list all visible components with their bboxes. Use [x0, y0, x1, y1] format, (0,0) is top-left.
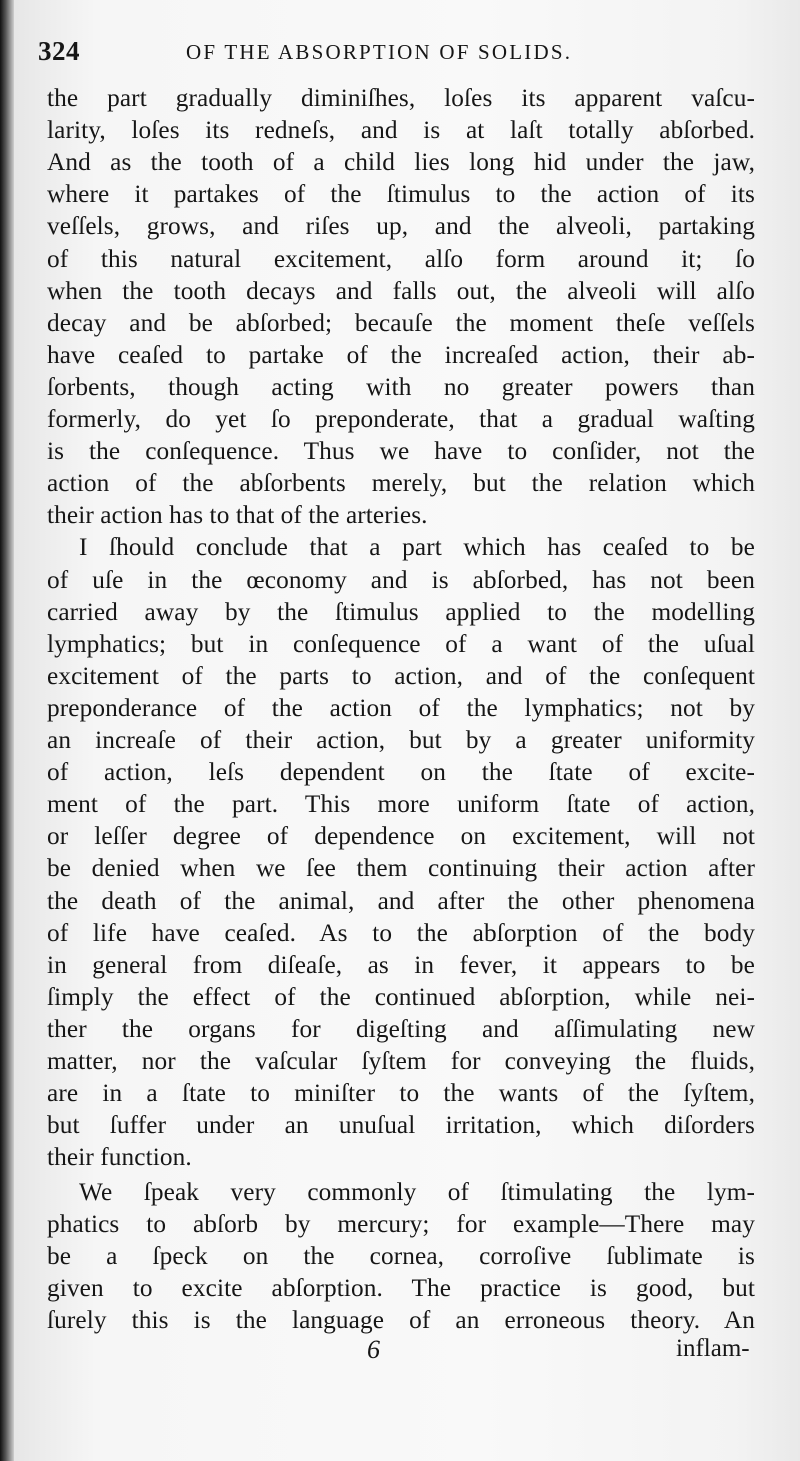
text-line: is the conſequence. Thus we have to conſider, not the — [47, 437, 755, 466]
paragraph-end-line: their action has to that of the arteries. — [47, 501, 428, 530]
signature-mark: 6 — [367, 1335, 380, 1364]
text-line: excitement of the parts to action, and of the conſequent — [47, 661, 755, 690]
text-line: have ceaſed to partake of the increaſed action, their ab- — [47, 340, 755, 369]
text-line: when the tooth decays and falls out, the alveoli will alſo — [47, 276, 755, 305]
text-line: of life have ceaſed. As to the abſorption of the body — [47, 918, 755, 947]
text-line: phatics to abſorb by mercury; for example—There may — [47, 1210, 755, 1239]
text-line: ſimply the effect of the continued abſorption, while nei- — [47, 982, 755, 1011]
text-line: lymphatics; but in conſequence of a want of the uſual — [47, 629, 755, 658]
text-line: ſorbents, though acting with no greater powers than — [47, 372, 755, 401]
paragraph-end-line: their function. — [47, 1143, 192, 1172]
text-line: of action, leſs dependent on the ſtate of excite- — [47, 758, 755, 787]
text-line: preponderance of the action of the lymphatics; not by — [47, 693, 755, 722]
page-header — [38, 34, 758, 70]
text-line: but ſuffer under an unuſual irritation, which diſorders — [47, 1111, 755, 1140]
text-line: are in a ſtate to miniſter to the wants of the ſyſtem, — [47, 1079, 755, 1108]
text-line: be denied when we ſee them continuing their action after — [47, 854, 755, 883]
paragraph-first-line: I ſhould conclude that a part which has ceaſed to be — [79, 533, 755, 562]
text-line: of this natural excitement, alſo form around it; ſo — [47, 244, 755, 273]
text-line: an increaſe of their action, but by a greater uniformity — [47, 726, 755, 754]
text-line: be a ſpeck on the cornea, corroſive ſublimate is — [47, 1242, 755, 1271]
text-line: veſſels, grows, and riſes up, and the alveoli, partaking — [47, 212, 755, 241]
text-line: formerly, do yet ſo preponderate, that a gradual waſting — [47, 405, 755, 433]
catchword: inflam- — [676, 1335, 750, 1362]
text-line: of uſe in the œconomy and is abſorbed, has not been — [47, 565, 755, 594]
text-line: larity, loſes its redneſs, and is at laſt totally abſorbed. — [47, 116, 755, 145]
page-footer — [0, 1335, 800, 1375]
text-line: ſurely this is the language of an erroneous theory. An — [47, 1306, 755, 1335]
running-head: OF THE ABSORPTION OF SOLIDS. — [186, 40, 573, 64]
text-line: where it partakes of the ſtimulus to the action of its — [47, 180, 755, 209]
page-number: 324 — [38, 36, 80, 66]
text-line: matter, nor the vaſcular ſyſtem for conveying the fluids, — [47, 1047, 755, 1075]
paragraph-first-line: We ſpeak very commonly of ſtimulating the lym- — [79, 1178, 755, 1206]
text-line: decay and be abſorbed; becauſe the moment theſe veſſels — [47, 308, 755, 337]
text-line: given to excite abſorption. The practice is good, but — [47, 1274, 755, 1303]
text-line: carried away by the ſtimulus applied to the modelling — [47, 597, 755, 626]
text-line: the part gradually diminiſhes, loſes its apparent vaſcu- — [47, 84, 755, 112]
text-line: And as the tooth of a child lies long hid under the jaw, — [47, 148, 755, 177]
text-line: action of the abſorbents merely, but the relation which — [47, 469, 755, 498]
text-line: ment of the part. This more uniform ſtate of action, — [47, 790, 755, 819]
text-line: or leſſer degree of dependence on excitement, will not — [47, 822, 755, 851]
text-line: the death of the animal, and after the other phenomena — [47, 886, 755, 915]
text-line: ther the organs for digeſting and aſſimulating new — [47, 1014, 755, 1043]
text-line: in general from diſeaſe, as in fever, it appears to be — [47, 950, 755, 979]
page-gutter-shadow — [0, 0, 14, 1461]
